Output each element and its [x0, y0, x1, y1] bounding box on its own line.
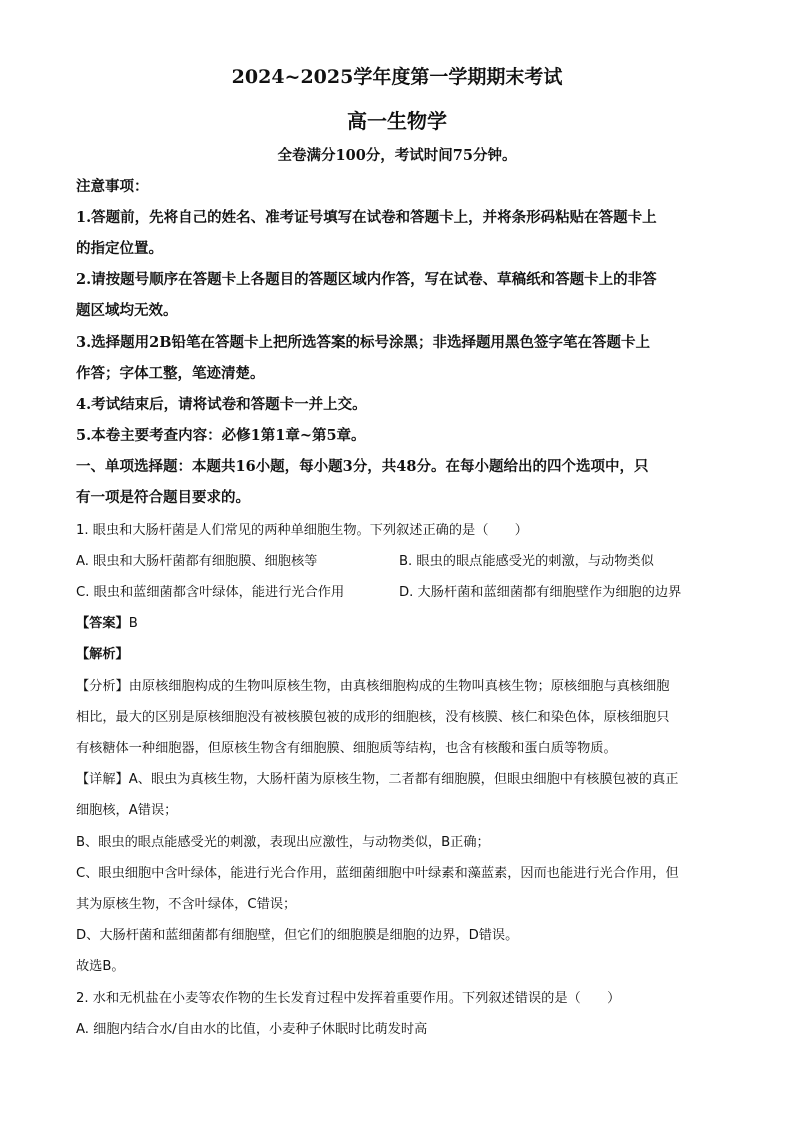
question-1-option-d: D. 大肠杆菌和蓝细菌都有细胞壁作为细胞的边界 [399, 585, 682, 600]
detail-text: 【详解】A、眼虫为真核生物，大肠杆菌为原核生物，二者都有细胞膜，但眼虫细胞中有核膜包被的真正 [76, 772, 679, 787]
answer-value: B [128, 616, 138, 631]
exam-subject: 高一生物学 [347, 109, 447, 133]
notice-line: 5.本卷主要考查内容：必修1第1章~第5章。 [76, 427, 366, 444]
notice-line: 作答；字体工整，笔迹清楚。 [76, 365, 265, 382]
detail-text: B、眼虫的眼点能感受光的刺激，表现出应激性，与动物类似，B正确； [76, 835, 490, 850]
detail-text: C、眼虫细胞中含叶绿体，能进行光合作用，蓝细菌细胞中叶绿素和藻蓝素，因而也能进行光合作用，但 [76, 866, 679, 881]
question-1-stem: 1. 眼虫和大肠杆菌是人们常见的两种单细胞生物。下列叙述正确的是（ ） [76, 523, 528, 538]
answer-line [76, 617, 726, 630]
exam-title: 2024~2025学年度第一学期期末考试 [231, 66, 563, 88]
analysis-line [76, 648, 726, 661]
analysis-text: 【分析】由原核细胞构成的生物叫原核生物，由真核细胞构成的生物叫真核生物；原核细胞与真核细胞 [76, 679, 670, 694]
score-note: 全卷满分100分，考试时间75分钟。 [277, 147, 517, 164]
detail-text: 细胞核，A错误； [76, 803, 178, 818]
question-2-option-a: A. 细胞内结合水/自由水的比值，小麦种子休眠时比萌发时高 [76, 1022, 428, 1037]
notice-line: 1.答题前，先将自己的姓名、准考证号填写在试卷和答题卡上，并将条形码粘贴在答题卡上 [76, 209, 657, 226]
question-1-option-c: C. 眼虫和蓝细菌都含叶绿体，能进行光合作用 [76, 585, 345, 600]
section-heading: 有一项是符合题目要求的。 [76, 489, 250, 506]
analysis-text: 有核糖体一种细胞器，但原核生物含有细胞膜、细胞质等结构，也含有核酸和蛋白质等物质。 [76, 741, 617, 756]
analysis-text: 相比，最大的区别是原核细胞没有被核膜包被的成形的细胞核，没有核膜、核仁和染色体，原核细胞只 [76, 710, 670, 725]
notice-heading: 注意事项： [76, 178, 149, 195]
section-heading: 一、单项选择题：本题共16小题，每小题3分，共48分。在每小题给出的四个选项中，只 [76, 458, 649, 475]
analysis-tag: 【解析】 [76, 647, 129, 662]
detail-text: 其为原核生物，不含叶绿体，C错误； [76, 897, 297, 912]
question-1-option-a: A. 眼虫和大肠杆菌都有细胞膜、细胞核等 [76, 554, 318, 569]
detail-text: D、大肠杆菌和蓝细菌都有细胞壁，但它们的细胞膜是细胞的边界，D错误。 [76, 928, 519, 943]
notice-line: 2.请按题号顺序在答题卡上各题目的答题区域内作答，写在试卷、草稿纸和答题卡上的非答 [76, 271, 657, 288]
question-2-stem: 2. 水和无机盐在小麦等农作物的生长发育过程中发挥着重要作用。下列叙述错误的是（ ） [76, 991, 621, 1006]
conclusion-text: 故选B。 [76, 959, 125, 974]
notice-line: 题区域均无效。 [76, 302, 178, 319]
answer-tag: 【答案】 [76, 616, 129, 631]
notice-line: 4.考试结束后，请将试卷和答题卡一并上交。 [76, 396, 367, 413]
question-1-option-b: B. 眼虫的眼点能感受光的刺激，与动物类似 [399, 554, 654, 569]
notice-line: 的指定位置。 [76, 240, 163, 257]
notice-line: 3.选择题用2B铅笔在答题卡上把所选答案的标号涂黑；非选择题用黑色签字笔在答题卡上 [76, 334, 650, 351]
